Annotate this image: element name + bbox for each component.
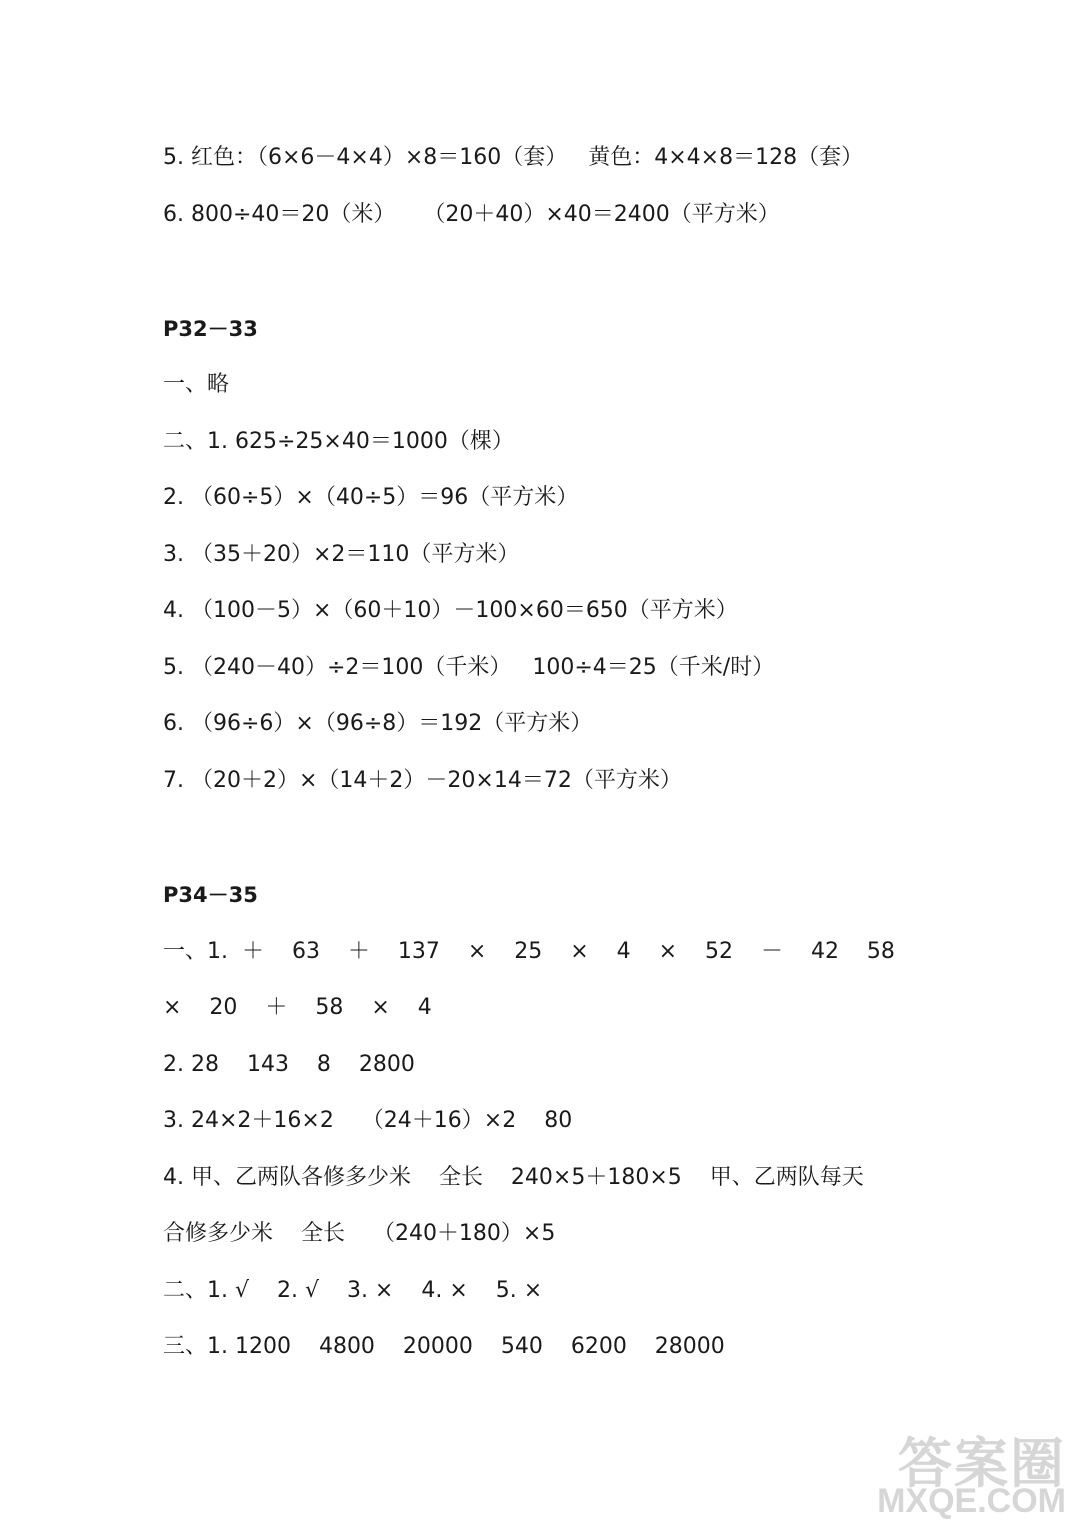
answer-item-2: 2. （60÷5）×（40÷5）＝96（平方米）: [163, 485, 579, 510]
answer-line-6-area: 6. 800÷40＝20（米） （20＋40）×40＝2400（平方米）: [163, 202, 780, 227]
section-heading-p34-35: P34－35: [163, 883, 258, 907]
answer-part-1-item-1: 一、1. ＋ 63 ＋ 137 × 25 × 4 × 52 － 42 58: [163, 939, 895, 964]
answer-part-1-item-1-cont: × 20 ＋ 58 × 4: [163, 995, 432, 1020]
answer-part-2-judgements: 二、1. √ 2. √ 3. × 4. × 5. ×: [163, 1278, 543, 1303]
answer-item-4-text: 4. 甲、乙两队各修多少米 全长 240×5＋180×5 甲、乙两队每天: [163, 1165, 864, 1190]
answer-part-3-values: 三、1. 1200 4800 20000 540 6200 28000: [163, 1334, 725, 1359]
answer-item-2-values: 2. 28 143 8 2800: [163, 1052, 415, 1077]
watermark: [876, 1421, 1066, 1521]
watermark-url: MXQE.COM: [877, 1482, 1066, 1520]
answer-item-3: 3. （35＋20）×2＝110（平方米）: [163, 542, 520, 567]
answer-part-2-item-1: 二、1. 625÷25×40＝1000（棵）: [163, 429, 514, 454]
answer-line-5-colors: 5. 红色：（6×6－4×4）×8＝160（套） 黄色：4×4×8＝128（套）: [163, 145, 864, 170]
answer-item-3-values: 3. 24×2＋16×2 （24＋16）×2 80: [163, 1108, 573, 1133]
answer-item-6: 6. （96÷6）×（96÷8）＝192（平方米）: [163, 711, 593, 736]
section-heading-p32-33: P32－33: [163, 317, 258, 341]
answer-item-5: 5. （240－40）÷2＝100（千米） 100÷4＝25（千米/时）: [163, 655, 775, 680]
watermark-logo: 答案圈: [898, 1434, 1066, 1494]
answer-item-4: 4. （100－5）×（60＋10）－100×60＝650（平方米）: [163, 598, 738, 623]
answer-item-7: 7. （20＋2）×（14＋2）－20×14＝72（平方米）: [163, 768, 682, 793]
answer-part-1: 一、略: [163, 372, 230, 397]
answer-item-4-text-cont: 合修多少米 全长 （240＋180）×5: [163, 1221, 556, 1246]
